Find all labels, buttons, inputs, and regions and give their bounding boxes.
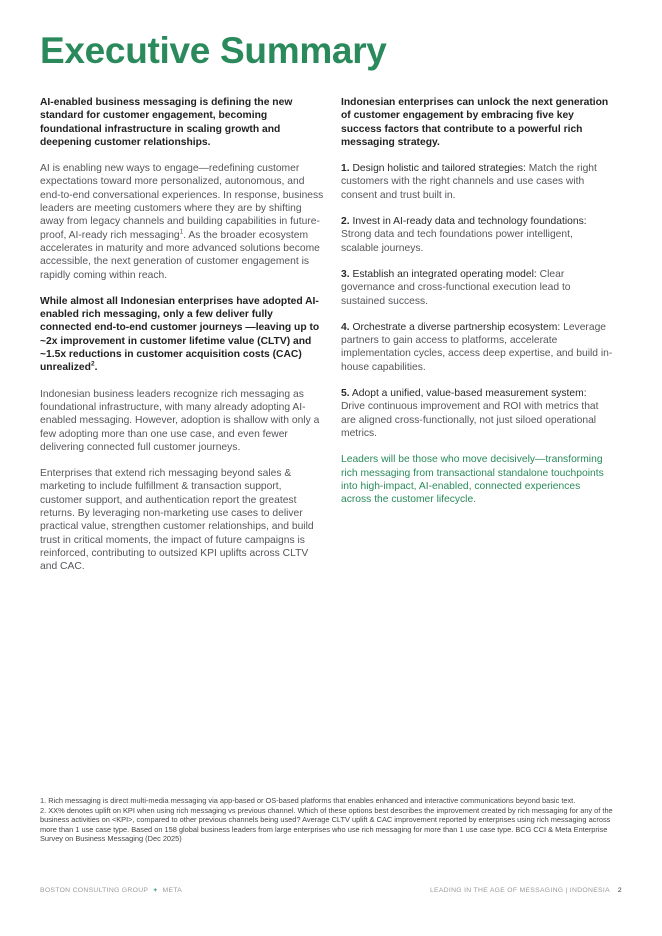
footer-plus: +	[153, 887, 158, 894]
footnote-ref-2: 2	[90, 360, 95, 368]
page-number: 2	[617, 887, 622, 894]
success-factor-3: 3. Establish an integrated operating model: Clear governance and cross-functional execution lead to sustained success.	[341, 268, 571, 307]
footer-org-bcg: BOSTON CONSULTING GROUP	[40, 887, 149, 894]
footer-report-title: LEADING IN THE AGE OF MESSAGING | INDONESIA	[429, 887, 610, 894]
success-factor-1: 1. Design holistic and tailored strategies: Match the right customers with the right channels and use cases with consent and trust built in.	[341, 163, 597, 201]
left-paragraph-3: Enterprises that extend rich messaging beyond sales & marketing to include fulfillment & transaction support, customer support, and authentication report the greatest returns. By leveraging non-marketing use cases to deliver practical value, strengthen customer relationships, and build trust in critical moments, the impact of future campaigns is reinforced, contributing to outsized KPI uplifts across CLTV and CAC.	[40, 468, 314, 573]
footer-report	[430, 887, 622, 894]
footnote-ref-1: 1	[179, 228, 184, 236]
left-column	[40, 96, 324, 587]
page-title: Executive Summary	[40, 30, 387, 71]
left-paragraph-2: Indonesian business leaders recognize rich messaging as foundational infrastructure, with many already adopting AI-enabled messaging. However, adoption is shallow with only a few adopting more than one use case, and even fewer delivering connected full customer journeys.	[40, 388, 320, 453]
success-factor-2: 2. Invest in AI-ready data and technology foundations: Strong data and tech foundations power intelligent, scalable journeys.	[341, 216, 587, 254]
footnote-2: 2. XX% denotes uplift on KPI when using rich messaging vs previous channel. Which of these options best describes the improvement created by rich messaging for any of the business activities on <KPI>, compared to other previous channels being used? Average CLTV uplift & CAC improvement reported by enterprises using rich messaging across more than 1 use case type. Based on 158 global business leaders from large enterprises who use rich messaging for more than 1 use case type. BCG CCI & Meta Enterprise Survey on Business Messaging (Dec 2025)	[40, 805, 613, 844]
footnote-1: 1. Rich messaging is direct multi-media messaging via app-based or OS-based platforms that enables enhanced and interactive communications beyond basic text.	[40, 796, 576, 805]
left-lead-paragraph-2: While almost all Indonesian enterprises have adopted AI-enabled rich messaging, only a few deliver fully connected end-to-end customer journeys —leaving up to ~2x improvement in customer lifetime value (CLTV) and ~1.5x reductions in customer acquisition costs (CAC) unrealized$^2$.	[40, 295, 320, 374]
right-column	[341, 96, 613, 519]
footer-organizations	[40, 887, 182, 894]
left-paragraph-1: AI is enabling new ways to engage—redefining customer expectations toward more personalized, autonomous, and end-to-end conversational experiences. In response, business leaders are meeting customers where they are by shifting away from legacy channels and building capabilities in future-proof, AI-ready rich messaging$^1$. As the broader ecosystem accelerates in maturity and more advanced solutions become accessible, the next generation of customer engagement is rapidly coming within reach.	[40, 163, 324, 281]
footer-org-meta: META	[162, 887, 183, 894]
closing-statement: Leaders will be those who move decisively—transforming rich messaging from transactional standalone touchpoints into high-impact, AI-enabled, connected experiences across the customer lifecycle.	[341, 454, 604, 506]
footnotes	[40, 796, 620, 844]
success-factor-4: 4. Orchestrate a diverse partnership ecosystem: Leverage partners to gain access to platforms, accelerate implementation cycles, access deep expertise, and build in-house capabilities.	[341, 321, 613, 373]
right-lead-paragraph: Indonesian enterprises can unlock the next generation of customer engagement by embracing five key success factors that contribute to a powerful rich messaging strategy.	[341, 97, 609, 148]
left-lead-paragraph: AI-enabled business messaging is defining the new standard for customer engagement, becoming foundational infrastructure in scaling growth and deepening customer relationships.	[40, 97, 293, 148]
success-factor-5: 5. Adopt a unified, value-based measurement system: Drive continuous improvement and ROI with metrics that are aligned cross-functionally, not just siloed operational metrics.	[341, 388, 599, 439]
